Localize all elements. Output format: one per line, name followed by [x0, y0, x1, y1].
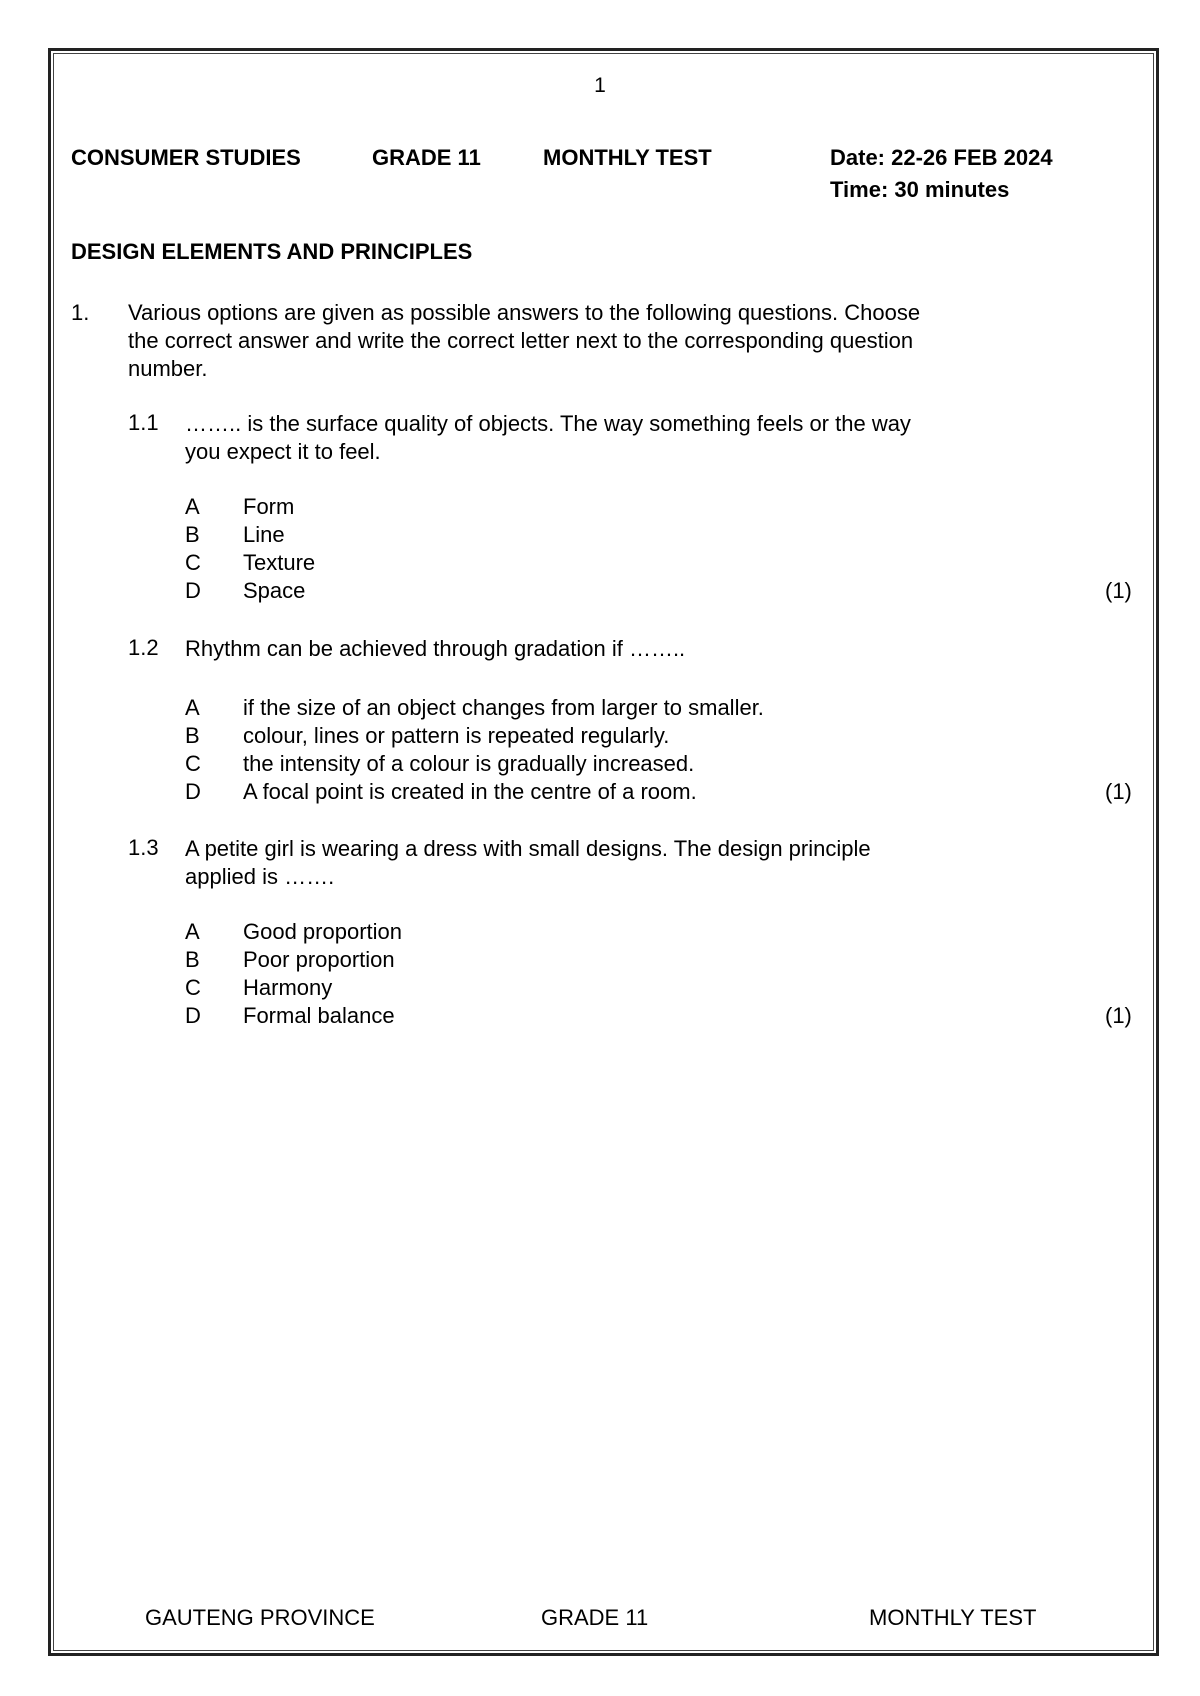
option-letter: D: [185, 578, 201, 603]
option-letter: C: [185, 751, 201, 776]
subquestion-number: 1.3: [128, 835, 159, 860]
header-test: MONTHLY TEST: [543, 145, 712, 170]
option-text: A focal point is created in the centre of a room.: [243, 779, 697, 804]
header-date: Date: 22-26 FEB 2024: [830, 145, 1053, 170]
header-subject: CONSUMER STUDIES: [71, 145, 301, 170]
page-number: 1: [594, 74, 606, 97]
question-number: 1.: [71, 300, 90, 325]
option-text: Line: [243, 522, 285, 547]
option-letter: A: [185, 494, 200, 519]
subquestion-text-line2: you expect it to feel.: [185, 439, 381, 464]
subquestion-text-line1: …….. is the surface quality of objects. The way something feels or the way: [185, 411, 911, 436]
option-text: Poor proportion: [243, 947, 395, 972]
mark-allocation: (1): [1105, 1003, 1132, 1028]
option-letter: D: [185, 779, 201, 804]
mark-allocation: (1): [1105, 779, 1132, 804]
option-text: colour, lines or pattern is repeated regularly.: [243, 723, 670, 748]
option-text: Good proportion: [243, 919, 402, 944]
footer-test: MONTHLY TEST: [869, 1605, 1037, 1630]
option-text: Space: [243, 578, 306, 603]
question-instruction-line2: the correct answer and write the correct letter next to the corresponding question: [128, 328, 914, 353]
option-text: Harmony: [243, 975, 333, 1000]
footer-province: GAUTENG PROVINCE: [145, 1605, 375, 1630]
option-letter: A: [185, 695, 200, 720]
option-letter: B: [185, 522, 200, 547]
option-letter: C: [185, 975, 201, 1000]
subquestion-number: 1.1: [128, 410, 159, 435]
subquestion-text-line1: Rhythm can be achieved through gradation if ……..: [185, 636, 686, 661]
option-letter: B: [185, 723, 200, 748]
option-text: if the size of an object changes from larger to smaller.: [243, 695, 764, 720]
question-instruction-line1: Various options are given as possible answers to the following questions. Choose: [128, 300, 921, 325]
header-time: Time: 30 minutes: [830, 177, 1010, 202]
option-text: the intensity of a colour is gradually increased.: [243, 751, 695, 776]
option-letter: C: [185, 550, 201, 575]
question-instruction-line3: number.: [128, 356, 208, 381]
section-title: DESIGN ELEMENTS AND PRINCIPLES: [71, 239, 473, 264]
subquestion-number: 1.2: [128, 635, 159, 660]
mark-allocation: (1): [1105, 578, 1132, 603]
option-letter: A: [185, 919, 200, 944]
option-text: Texture: [243, 550, 316, 575]
footer-grade: GRADE 11: [541, 1605, 649, 1630]
option-text: Form: [243, 494, 295, 519]
option-letter: D: [185, 1003, 201, 1028]
option-letter: B: [185, 947, 200, 972]
subquestion-text-line1: A petite girl is wearing a dress with small designs. The design principle: [185, 836, 871, 861]
option-text: Formal balance: [243, 1003, 395, 1028]
subquestion-text-line2: applied is …….: [185, 864, 335, 889]
header-grade: GRADE 11: [372, 145, 481, 170]
